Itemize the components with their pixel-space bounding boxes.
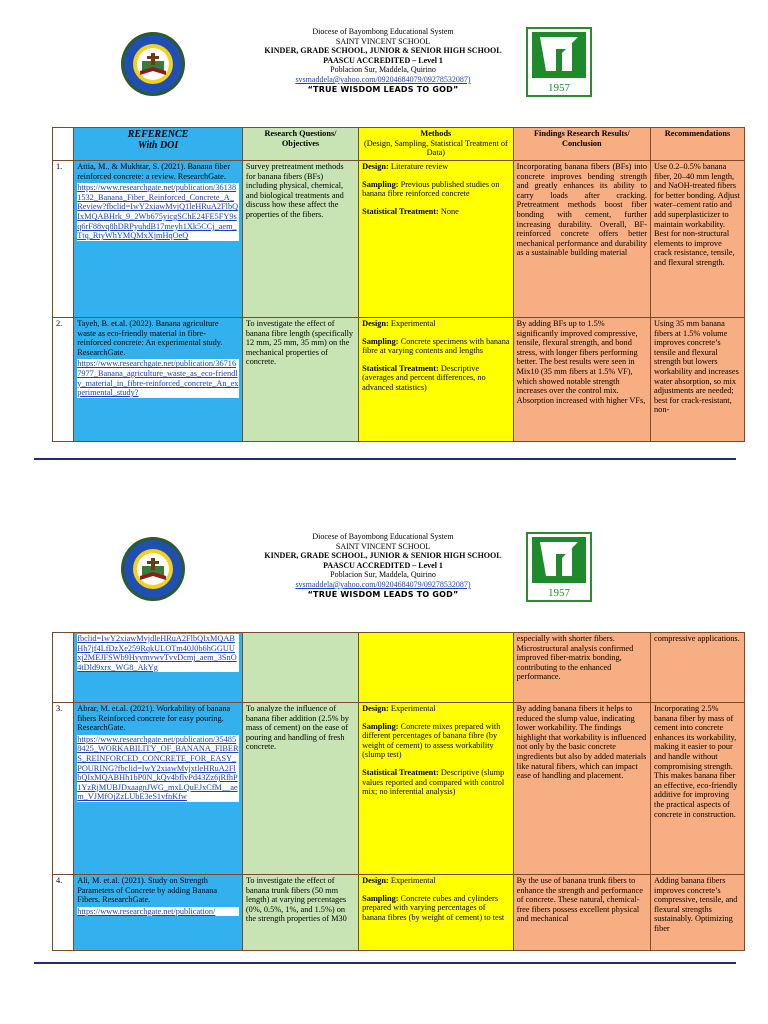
logo-year: 1957 [548,587,570,599]
contact-email-link[interactable]: svsmaddela@yahoo.com/09204684079/09278532087) [295,579,471,589]
diocese-line: Diocese of Bayombong Educational System [312,27,454,36]
accreditation: PAASCU ACCREDITED – Level 1 [323,560,443,570]
doi-link[interactable]: https://www.researchgate.net/publication/ [77,907,239,917]
table-row-continued [53,633,745,703]
table-row [53,703,745,875]
header-num-cell [53,128,74,161]
design-label: Design: [362,162,389,171]
recommendations-cell: Use 0.2–0.5% banana fiber, 20–40 mm length, and NaOH-treated fibers for better bonding. Adjust water–cement ratio and add superplasticizer to maintain workability. Best for non-structural elements to improve crack resistance, tensile, and flexural strength. [651,161,745,318]
table-row [53,161,745,318]
stat-value: Descriptive (averages and percent differences, no advanced statistics) [362,363,486,392]
design-value: Experimental [390,704,436,713]
doi-link[interactable]: https://www.researchgate.net/publication/361381532_Banana_Fiber_Reinforced_Concrete_A_Review?fbclid=IwY2xiawMvjQ1leHRuA2FlbQIxMQABHrk_9_2Wb675yicgSChE24FE5FY9sq6rF88vq8hDRPyuhdB17meyh1Xk5CCj_aem_Ttq_RtyWhYMQMxXjmHqOeQ [77,183,239,241]
header-objectives: Research Questions/ Objectives [242,128,358,161]
row-number [53,633,74,703]
methods-cell [359,161,514,318]
table-row [53,318,745,442]
design-label: Design: [362,704,389,713]
diocese-line: Diocese of Bayombong Educational System [312,532,454,541]
stat-value: None [440,206,459,216]
citation-text: Ali, M. et.al. (2021). Study on Strength Parameters of Concrete by adding Banana Fibers. ResearchGate. [77,876,218,905]
methods-cell [359,875,514,951]
school-name: SAINT VINCENT SCHOOL [335,541,431,551]
page-header-1 [0,27,768,117]
doi-link[interactable]: fbclid=IwY2xiawMvjdleHRuA2FlbQIxMQABHh7jf4LfDzXe259RqkULOTm40J0b6hGGUUxj2MEJFSWb9HvymvwvTvvDcmj_aem_3SnO4tDld9xrx_WG8_AkYg [77,634,239,672]
page-header-2 [0,532,768,622]
school-header-text [230,27,536,94]
accreditation: PAASCU ACCREDITED – Level 1 [323,55,443,65]
school-levels: KINDER, GRADE SCHOOL, JUNIOR & SENIOR HIGH SCHOOL [264,551,502,561]
reference-cell [74,633,243,703]
school-motto: “TRUE WISDOM LEADS TO GOD” [307,589,459,599]
sampling-label: Sampling: [362,721,399,731]
doi-link[interactable]: https://www.researchgate.net/publication/354858425_WORKABILITY_OF_BANANA_FIBERS_REINFORCED_CONCRETE_FOR_EASY_POURING?fbclid=IwY2xiawMvjxtleHRuA2FlbQIxMQABHh1bP0N_kQv4bflvPd43Zz6jRfhP1YzRjMUBJDxaagnJWG_mxLQuEJxCfM__aem_VJMfOjZzLUbE3eS1vfnKfw [77,734,239,802]
reference-cell [74,161,243,318]
citation-text: Tayeh, B. et.al. (2022). Banana agriculture waste as eco-friendly material in fibre-reinforced concrete: An experimental study. ResearchGate. [77,319,223,357]
stat-label: Statistical Treatment: [362,363,439,373]
recommendations-cell: Incorporating 2.5% banana fiber by mass of cement into concrete enhances its workability, making it easier to pour and handle without compromising strength. This makes banana fiber an effective, eco-friendly additive for improving the practical aspects of concrete in construction. [651,703,745,875]
findings-cell: especially with shorter fibers. Microstructural analysis confirmed improved fiber-matrix bonding, contributing to the enhanced performance. [513,633,650,703]
sampling-label: Sampling: [362,893,399,903]
findings-cell: Incorporating banana fibers (BFs) into concrete improves bending strength and greatly enhances its ability to carry loads after cracking. Pretreatment methods boost fiber bonding with cement, further increasing durability. Overall, BF-reinforced concrete offers better mechanical performance and durability as a sustainable building material [513,161,650,318]
design-value: Literature review [390,162,449,171]
address: Poblacion Sur, Maddela, Quirino [330,65,436,75]
header-methods: Methods (Design, Sampling, Statistical Treatment of Data) [359,128,514,161]
findings-cell: By the use of banana trunk fibers to enhance the strength and performance of concrete. These natural, chemical-free fibers possess excellent physical and mechanical [513,875,650,951]
stat-label: Statistical Treatment: [362,767,439,777]
reference-cell [74,318,243,442]
header-recommendations: Recommendations [651,128,745,161]
design-label: Design: [362,319,389,328]
page-divider-2 [34,962,736,964]
sampling-value: Concrete mixes prepared with different percentages of banana fibre (by weight of cement) to assess workability (slump test) [362,721,501,760]
findings-cell: By adding BFs up to 1.5% significantly improved compressive, tensile, flexural strength, and bond stress, with longer fibers performing better. The best results were seen in Mix10 (35 mm fibers at 1.5% VF), which showed notable strength increases over the control mix. Absorption increased with higher VFs, [513,318,650,442]
sampling-label: Sampling: [362,179,399,189]
citation-text: Abrar, M. et.al. (2021). Workability of banana fibers Reinforced concrete for easy pouring. ResearchGate. [77,704,231,733]
sampling-value: Previous published studies on banana fibre reinforced concrete [362,179,500,199]
header-reference: REFERENCE With DOI [74,128,243,161]
reference-cell [74,875,243,951]
findings-cell: By adding banana fibers it helps to reduced the slump value, indicating lower workability. The findings highlight that workability is influenced not only by the basic concrete ingredients but also by added materials like natural fibers, which can impact ease of handling and placement. [513,703,650,875]
header-findings: Findings Research Results/ Conclusion [513,128,650,161]
school-seal-icon [120,536,186,602]
school-levels: KINDER, GRADE SCHOOL, JUNIOR & SENIOR HIGH SCHOOL [264,46,502,56]
school-motto: “TRUE WISDOM LEADS TO GOD” [307,84,459,94]
sampling-value: Concrete specimens with banana fibre at varying contents and lengths [362,336,510,356]
recommendations-cell: compressive applications. [651,633,745,703]
row-number: 1. [53,161,74,318]
row-number: 3. [53,703,74,875]
methods-cell [359,318,514,442]
sampling-label: Sampling: [362,336,399,346]
review-table-page-2 [52,632,745,951]
objectives-cell: To investigate the effect of banana fibre length (specifically 12 mm, 25 mm, 35 mm) on the mechanical properties of concrete. [242,318,358,442]
citation-text: Attia, M., & Mukhtar, S. (2021). Banana fiber reinforced concrete: a review. ResearchGate. [77,162,231,181]
stat-value: Descriptive (slump values reported and compared with control mix; no inferential analysis) [362,767,505,797]
recommendations-cell: Using 35 mm banana fibers at 1.5% volume improves concrete’s tensile and flexural strength but lowers workability and increases water absorption, so mix adjustments are needed; best for crack-resistant, non- [651,318,745,442]
reference-cell [74,703,243,875]
methods-cell [359,703,514,875]
contact-email-link[interactable]: svsmaddela@yahoo.com/09204684079/09278532087) [295,74,471,84]
row-number: 2. [53,318,74,442]
school-header-text [230,532,536,599]
sampling-value: Concrete cubes and cylinders prepared with varying percentages of banana fibres (by weight of cement) to test [362,893,505,922]
objectives-cell: To analyze the influence of banana fiber addition (2.5% by mass of cement) on the ease of pouring and handling of fresh concrete. [242,703,358,875]
table-header-row [53,128,745,161]
objectives-cell [242,633,358,703]
page-divider-1 [34,458,736,460]
design-label: Design: [362,876,389,885]
objectives-cell: To investigate the effect of banana trunk fibers (50 mm length) at varying percentages (0%, 0.5%, 1%, and 1.5%) on the strength properties of M30 [242,875,358,951]
school-logo-icon [526,27,592,97]
recommendations-cell: Adding banana fibers improves concrete’s compressive, tensile, and flexural strengths sustainably. Optimizing fiber [651,875,745,951]
stat-label: Statistical Treatment: [362,206,439,216]
objectives-cell: Survey pretreatment methods for banana fibers (BFs) including physical, chemical, and biological treatments and discuss how these affect the properties of the fibers. [242,161,358,318]
table-row [53,875,745,951]
design-value: Experimental [390,876,436,885]
doi-link[interactable]: https://www.researchgate.net/publication/367167977_Banana_agriculture_waste_as_eco-friendly_material_in_fibre-reinforced_concrete_An_experimental_study? [77,359,239,398]
methods-cell [359,633,514,703]
row-number: 4. [53,875,74,951]
review-table-page-1 [52,127,745,442]
design-value: Experimental [390,319,436,328]
school-name: SAINT VINCENT SCHOOL [335,36,431,46]
logo-year: 1957 [548,82,570,94]
school-seal-icon [120,31,186,97]
school-logo-icon [526,532,592,602]
address: Poblacion Sur, Maddela, Quirino [330,570,436,580]
